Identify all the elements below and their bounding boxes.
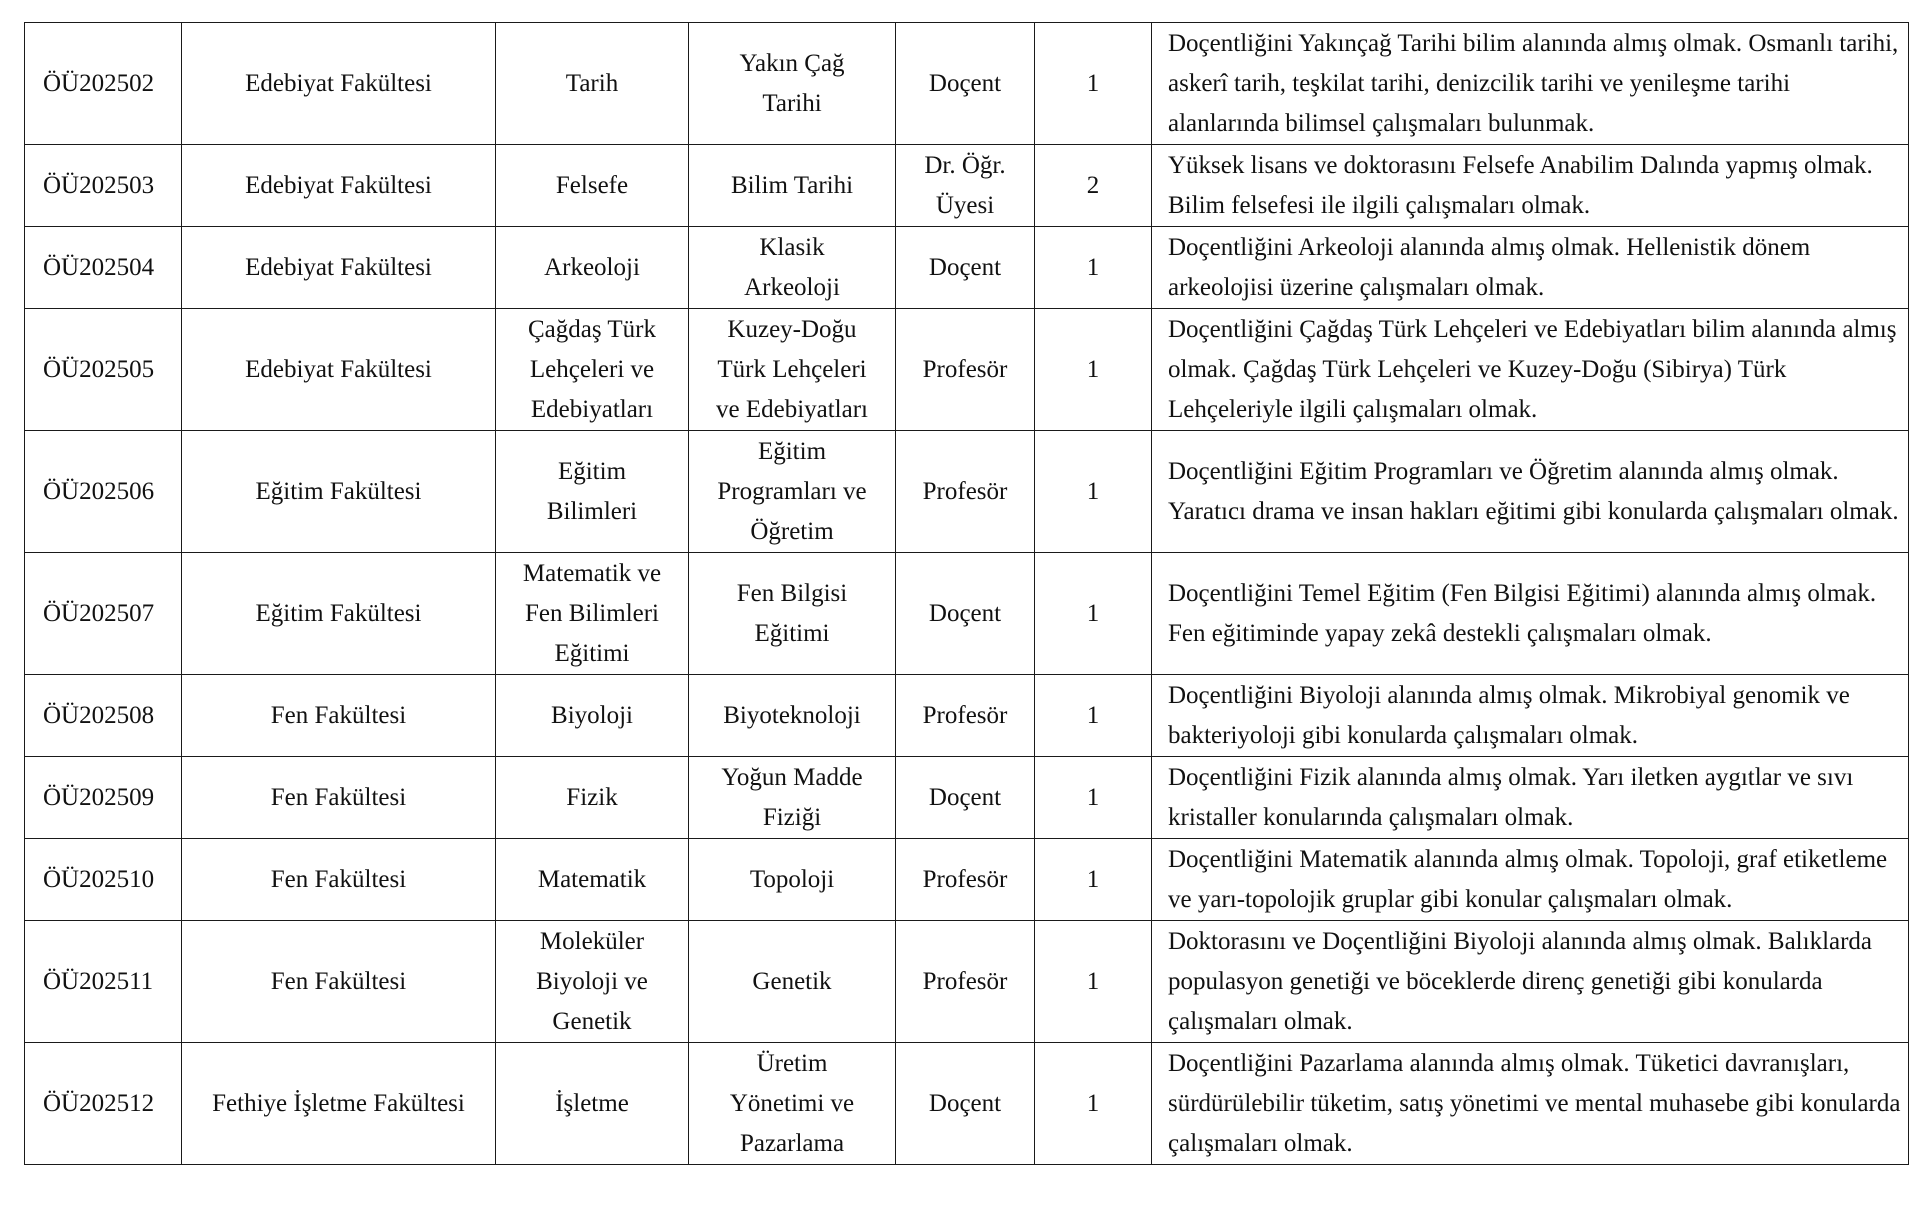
position-code-cell: ÖÜ202512 — [25, 1043, 182, 1165]
faculty-cell: Edebiyat Fakültesi — [182, 227, 496, 309]
table-row — [25, 227, 1909, 309]
table-row — [25, 757, 1909, 839]
position-count-cell: 1 — [1035, 921, 1152, 1043]
field-cell: Genetik — [689, 921, 896, 1043]
requirement-cell: Doçentliğini Arkeoloji alanında almış olmak. Hellenistik dönem arkeolojisi üzerine çalışmaları olmak. — [1152, 227, 1909, 309]
department-cell: Matematik ve Fen Bilimleri Eğitimi — [496, 553, 689, 675]
position-count-cell: 1 — [1035, 1043, 1152, 1165]
requirement-cell: Doçentliğini Pazarlama alanında almış olmak. Tüketici davranışları, sürdürülebilir tüketim, satış yönetimi ve mental muhasebe gibi konularda çalışmaları olmak. — [1152, 1043, 1909, 1165]
requirement-cell: Doçentliğini Matematik alanında almış olmak. Topoloji, graf etiketleme ve yarı-topolojik gruplar gibi konular çalışmaları olmak. — [1152, 839, 1909, 921]
position-count-cell: 1 — [1035, 227, 1152, 309]
field-cell: Bilim Tarihi — [689, 145, 896, 227]
position-code-cell: ÖÜ202509 — [25, 757, 182, 839]
table-row — [25, 553, 1909, 675]
position-count-cell: 1 — [1035, 431, 1152, 553]
table-body — [25, 23, 1909, 1165]
field-cell: Topoloji — [689, 839, 896, 921]
department-cell: Biyoloji — [496, 675, 689, 757]
academic-title-cell: Doçent — [896, 553, 1035, 675]
department-cell: Çağdaş Türk Lehçeleri ve Edebiyatları — [496, 309, 689, 431]
faculty-cell: Edebiyat Fakültesi — [182, 23, 496, 145]
position-code-cell: ÖÜ202506 — [25, 431, 182, 553]
academic-title-cell: Doçent — [896, 227, 1035, 309]
position-count-cell: 1 — [1035, 675, 1152, 757]
department-cell: Felsefe — [496, 145, 689, 227]
faculty-cell: Edebiyat Fakültesi — [182, 145, 496, 227]
academic-title-cell: Doçent — [896, 23, 1035, 145]
academic-title-cell: Doçent — [896, 1043, 1035, 1165]
field-cell: Kuzey-Doğu Türk Lehçeleri ve Edebiyatları — [689, 309, 896, 431]
department-cell: Fizik — [496, 757, 689, 839]
field-cell: Üretim Yönetimi ve Pazarlama — [689, 1043, 896, 1165]
position-code-cell: ÖÜ202502 — [25, 23, 182, 145]
faculty-cell: Fen Fakültesi — [182, 921, 496, 1043]
position-count-cell: 1 — [1035, 757, 1152, 839]
academic-title-cell: Profesör — [896, 675, 1035, 757]
faculty-cell: Eğitim Fakültesi — [182, 553, 496, 675]
position-code-cell: ÖÜ202511 — [25, 921, 182, 1043]
requirement-cell: Doçentliğini Eğitim Programları ve Öğretim alanında almış olmak. Yaratıcı drama ve insan hakları eğitimi gibi konularda çalışmaları olmak. — [1152, 431, 1909, 553]
faculty-cell: Fen Fakültesi — [182, 757, 496, 839]
department-cell: İşletme — [496, 1043, 689, 1165]
academic-title-cell: Profesör — [896, 431, 1035, 553]
position-count-cell: 1 — [1035, 553, 1152, 675]
position-code-cell: ÖÜ202508 — [25, 675, 182, 757]
requirement-cell: Doçentliğini Fizik alanında almış olmak. Yarı iletken aygıtlar ve sıvı kristaller konularında çalışmaları olmak. — [1152, 757, 1909, 839]
table-row — [25, 921, 1909, 1043]
requirement-cell: Doçentliğini Yakınçağ Tarihi bilim alanında almış olmak. Osmanlı tarihi, askerî tarih, teşkilat tarihi, denizcilik tarihi ve yenileşme tarihi alanlarında bilimsel çalışmaları bulunmak. — [1152, 23, 1909, 145]
department-cell: Arkeoloji — [496, 227, 689, 309]
positions-table — [24, 22, 1909, 1165]
field-cell: Biyoteknoloji — [689, 675, 896, 757]
table-row — [25, 431, 1909, 553]
requirement-cell: Doçentliğini Temel Eğitim (Fen Bilgisi Eğitimi) alanında almış olmak. Fen eğitiminde yapay zekâ destekli çalışmaları olmak. — [1152, 553, 1909, 675]
department-cell: Tarih — [496, 23, 689, 145]
faculty-cell: Eğitim Fakültesi — [182, 431, 496, 553]
position-code-cell: ÖÜ202504 — [25, 227, 182, 309]
academic-title-cell: Doçent — [896, 757, 1035, 839]
academic-title-cell: Profesör — [896, 309, 1035, 431]
academic-title-cell: Profesör — [896, 921, 1035, 1043]
requirement-cell: Doçentliğini Biyoloji alanında almış olmak. Mikrobiyal genomik ve bakteriyoloji gibi konularda çalışmaları olmak. — [1152, 675, 1909, 757]
requirement-cell: Doçentliğini Çağdaş Türk Lehçeleri ve Edebiyatları bilim alanında almış olmak. Çağdaş Türk Lehçeleri ve Kuzey-Doğu (Sibirya) Türk Lehçeleriyle ilgili çalışmaları olmak. — [1152, 309, 1909, 431]
requirement-cell: Doktorasını ve Doçentliğini Biyoloji alanında almış olmak. Balıklarda populasyon genetiği ve böceklerde direnç genetiği gibi konularda çalışmaları olmak. — [1152, 921, 1909, 1043]
field-cell: Fen Bilgisi Eğitimi — [689, 553, 896, 675]
position-code-cell: ÖÜ202505 — [25, 309, 182, 431]
academic-title-cell: Profesör — [896, 839, 1035, 921]
position-code-cell: ÖÜ202510 — [25, 839, 182, 921]
field-cell: Eğitim Programları ve Öğretim — [689, 431, 896, 553]
table-row — [25, 839, 1909, 921]
table-row — [25, 1043, 1909, 1165]
table-row — [25, 23, 1909, 145]
faculty-cell: Edebiyat Fakültesi — [182, 309, 496, 431]
table-row — [25, 145, 1909, 227]
position-count-cell: 1 — [1035, 309, 1152, 431]
field-cell: Yoğun Madde Fiziği — [689, 757, 896, 839]
faculty-cell: Fen Fakültesi — [182, 839, 496, 921]
department-cell: Matematik — [496, 839, 689, 921]
table-row — [25, 309, 1909, 431]
academic-title-cell: Dr. Öğr. Üyesi — [896, 145, 1035, 227]
position-code-cell: ÖÜ202503 — [25, 145, 182, 227]
position-code-cell: ÖÜ202507 — [25, 553, 182, 675]
department-cell: Eğitim Bilimleri — [496, 431, 689, 553]
department-cell: Moleküler Biyoloji ve Genetik — [496, 921, 689, 1043]
faculty-cell: Fethiye İşletme Fakültesi — [182, 1043, 496, 1165]
table-row — [25, 675, 1909, 757]
faculty-cell: Fen Fakültesi — [182, 675, 496, 757]
position-count-cell: 2 — [1035, 145, 1152, 227]
requirement-cell: Yüksek lisans ve doktorasını Felsefe Anabilim Dalında yapmış olmak. Bilim felsefesi ile ilgili çalışmaları olmak. — [1152, 145, 1909, 227]
field-cell: Yakın Çağ Tarihi — [689, 23, 896, 145]
position-count-cell: 1 — [1035, 23, 1152, 145]
position-count-cell: 1 — [1035, 839, 1152, 921]
field-cell: Klasik Arkeoloji — [689, 227, 896, 309]
